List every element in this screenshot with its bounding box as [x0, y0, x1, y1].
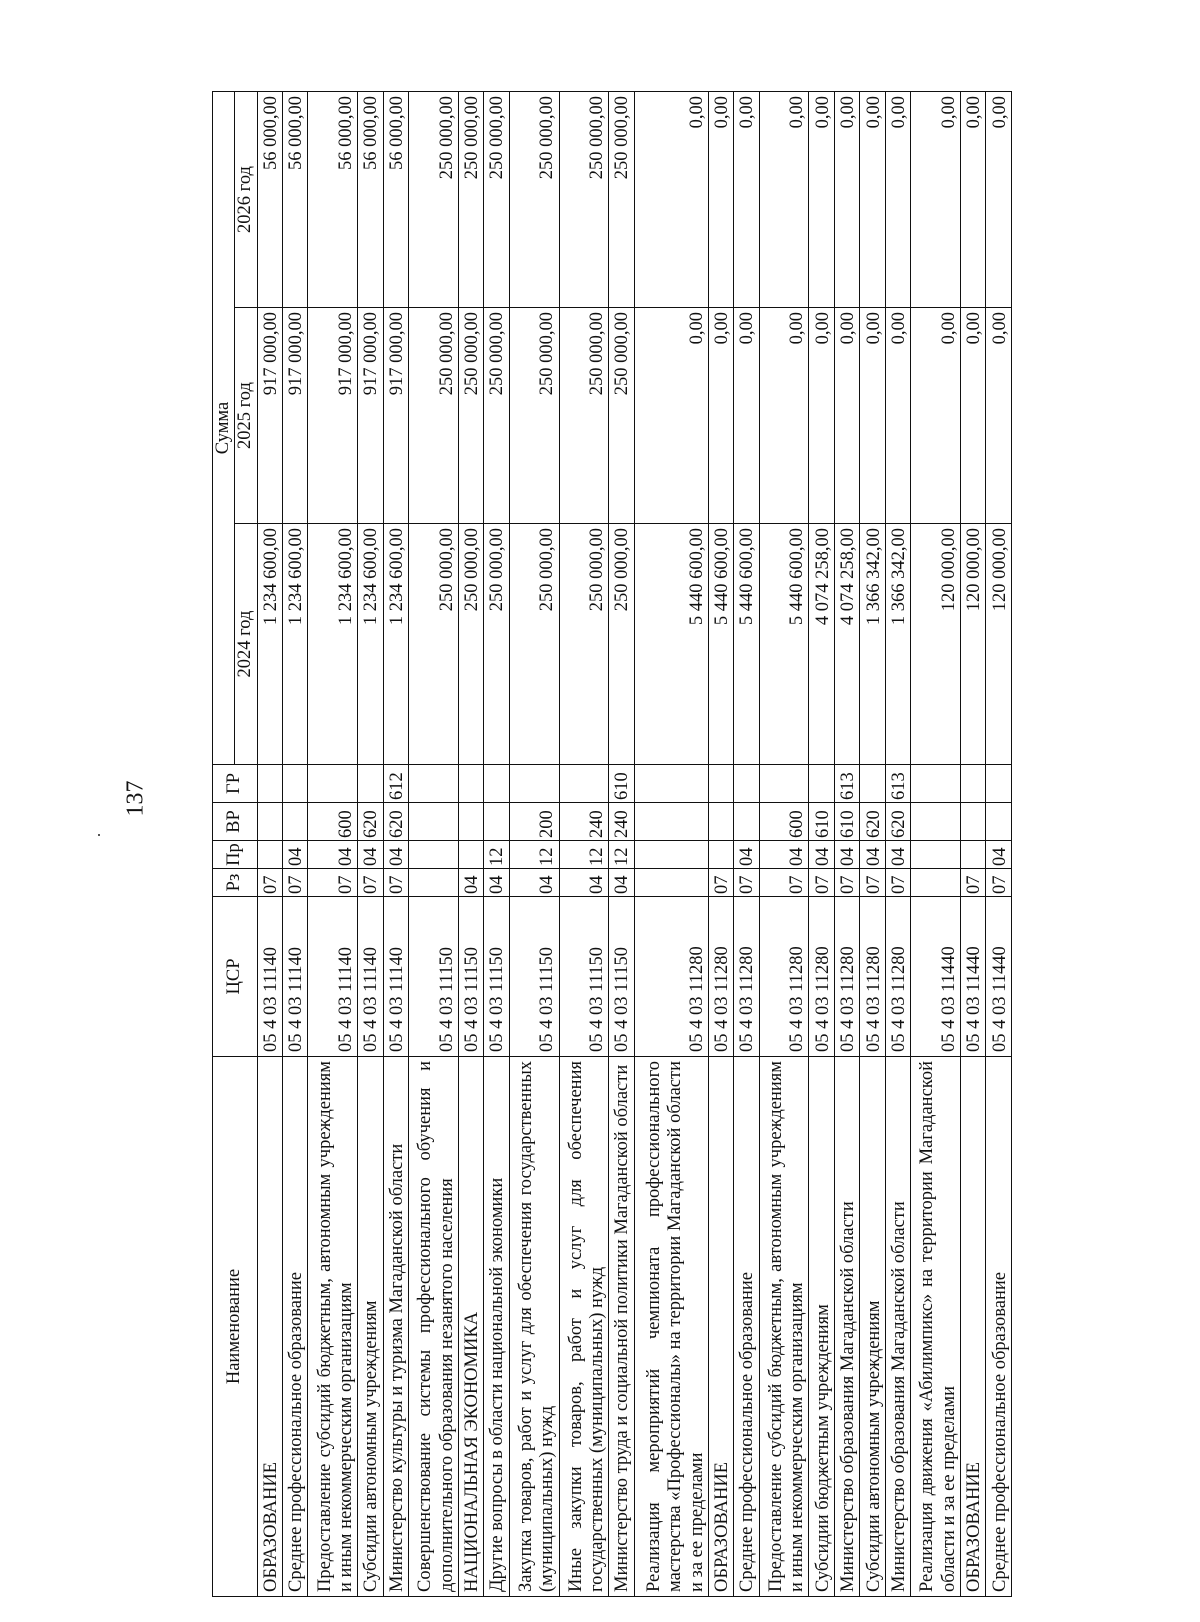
row-amount-2025: 0,00 [885, 308, 910, 524]
row-pr: 04 [986, 841, 1012, 869]
row-amount-2024: 1 234 600,00 [383, 524, 408, 765]
row-name: Предоставление субсидий бюджетным, автономным учреждениям и иным некоммерческим организациям [759, 1057, 809, 1597]
row-amount-2026: 56 000,00 [308, 91, 358, 307]
row-rz: 07 [383, 869, 408, 897]
row-amount-2024: 250 000,00 [484, 524, 509, 765]
row-amount-2024: 1 234 600,00 [358, 524, 383, 765]
row-gr [308, 765, 358, 803]
row-vr [708, 803, 733, 841]
row-gr [358, 765, 383, 803]
row-vr: 610 [834, 803, 859, 841]
table-row [885, 91, 910, 1596]
row-name: НАЦИОНАЛЬНАЯ ЭКОНОМИКА [458, 1057, 483, 1597]
table-row [559, 91, 609, 1596]
row-rz: 07 [708, 869, 733, 897]
row-amount-2025: 917 000,00 [257, 308, 282, 524]
row-vr [458, 803, 483, 841]
row-gr [860, 765, 885, 803]
row-amount-2024: 120 000,00 [911, 524, 961, 765]
table-row [609, 91, 634, 1596]
row-pr: 04 [383, 841, 408, 869]
budget-table [212, 91, 1012, 1597]
row-vr: 600 [308, 803, 358, 841]
row-amount-2025: 0,00 [708, 308, 733, 524]
row-amount-2025: 917 000,00 [282, 308, 307, 524]
row-rz [634, 869, 708, 897]
row-amount-2024: 1 366 342,00 [860, 524, 885, 765]
row-pr: 04 [282, 841, 307, 869]
row-csr: 05 4 03 11150 [458, 897, 483, 1057]
row-pr [634, 841, 708, 869]
row-rz: 04 [458, 869, 483, 897]
header-2024: 2024 год [235, 524, 257, 765]
row-csr: 05 4 03 11280 [860, 897, 885, 1057]
row-gr [759, 765, 809, 803]
row-csr: 05 4 03 11440 [960, 897, 985, 1057]
row-amount-2025: 0,00 [860, 308, 885, 524]
table-row [809, 91, 834, 1596]
row-name: Предоставление субсидий бюджетным, автономным учреждениям и иным некоммерческим организациям [308, 1057, 358, 1597]
table-row [282, 91, 307, 1596]
row-pr: 12 [559, 841, 609, 869]
row-amount-2025: 0,00 [759, 308, 809, 524]
row-vr [960, 803, 985, 841]
row-name: Среднее профессиональное образование [986, 1057, 1012, 1597]
row-csr: 05 4 03 11280 [759, 897, 809, 1057]
row-pr: 04 [809, 841, 834, 869]
row-pr: 12 [484, 841, 509, 869]
row-name: ОБРАЗОВАНИЕ [960, 1057, 985, 1597]
row-name: Субсидии автономным учреждениям [860, 1057, 885, 1597]
row-pr: 04 [834, 841, 859, 869]
row-csr: 05 4 03 11140 [358, 897, 383, 1057]
row-pr: 12 [609, 841, 634, 869]
row-pr [960, 841, 985, 869]
row-amount-2025: 0,00 [734, 308, 759, 524]
row-csr: 05 4 03 11150 [559, 897, 609, 1057]
table-row [257, 91, 282, 1596]
row-amount-2026: 250 000,00 [609, 91, 634, 307]
row-amount-2024: 250 000,00 [458, 524, 483, 765]
row-gr: 610 [609, 765, 634, 803]
row-amount-2025: 917 000,00 [308, 308, 358, 524]
row-amount-2024: 120 000,00 [960, 524, 985, 765]
row-rz: 07 [860, 869, 885, 897]
row-amount-2026: 0,00 [759, 91, 809, 307]
row-gr: 613 [834, 765, 859, 803]
row-name: Реализация мероприятий чемпионата профессионального мастерства «Профессионалы» на территории Магаданской области и за ее пределами [634, 1057, 708, 1597]
row-gr [282, 765, 307, 803]
table-row [409, 91, 459, 1596]
row-csr: 05 4 03 11150 [609, 897, 634, 1057]
row-amount-2025: 250 000,00 [609, 308, 634, 524]
row-amount-2024: 120 000,00 [986, 524, 1012, 765]
row-amount-2025: 917 000,00 [358, 308, 383, 524]
row-gr [809, 765, 834, 803]
row-amount-2026: 0,00 [834, 91, 859, 307]
row-amount-2026: 0,00 [708, 91, 733, 307]
row-rz: 07 [358, 869, 383, 897]
row-vr [734, 803, 759, 841]
row-amount-2026: 0,00 [986, 91, 1012, 307]
row-amount-2025: 0,00 [986, 308, 1012, 524]
row-gr [509, 765, 559, 803]
table-row [759, 91, 809, 1596]
row-name: Министерство культуры и туризма Магаданской области [383, 1057, 408, 1597]
row-gr [708, 765, 733, 803]
table-row [834, 91, 859, 1596]
table-row [986, 91, 1012, 1596]
row-amount-2026: 56 000,00 [257, 91, 282, 307]
rotated-table-wrapper [212, 92, 1012, 1597]
row-csr: 05 4 03 11140 [257, 897, 282, 1057]
row-amount-2025: 250 000,00 [509, 308, 559, 524]
row-amount-2025: 250 000,00 [409, 308, 459, 524]
row-csr: 05 4 03 11140 [282, 897, 307, 1057]
row-gr [484, 765, 509, 803]
row-name: Министерство труда и социальной политики Магаданской области [609, 1057, 634, 1597]
header-csr: ЦСР [213, 897, 258, 1057]
row-rz: 07 [809, 869, 834, 897]
table-row [358, 91, 383, 1596]
row-csr: 05 4 03 11280 [834, 897, 859, 1057]
row-csr: 05 4 03 11280 [885, 897, 910, 1057]
row-csr: 05 4 03 11280 [809, 897, 834, 1057]
row-name: Среднее профессиональное образование [282, 1057, 307, 1597]
row-name: Совершенствование системы профессионального обучения и дополнительного образования незанятого населения [409, 1057, 459, 1597]
header-sum: Сумма [213, 91, 235, 764]
table-row [960, 91, 985, 1596]
row-name: ОБРАЗОВАНИЕ [257, 1057, 282, 1597]
row-vr: 240 [559, 803, 609, 841]
table-row [911, 91, 961, 1596]
row-csr: 05 4 03 11440 [911, 897, 961, 1057]
row-vr: 200 [509, 803, 559, 841]
row-pr: 04 [860, 841, 885, 869]
row-amount-2026: 250 000,00 [458, 91, 483, 307]
row-rz [409, 869, 459, 897]
row-amount-2024: 4 074 258,00 [809, 524, 834, 765]
row-vr: 620 [383, 803, 408, 841]
row-vr: 610 [809, 803, 834, 841]
table-row [484, 91, 509, 1596]
row-gr [986, 765, 1012, 803]
row-rz [911, 869, 961, 897]
row-vr [634, 803, 708, 841]
header-2025: 2025 год [235, 308, 257, 524]
row-amount-2026: 0,00 [911, 91, 961, 307]
row-amount-2024: 250 000,00 [509, 524, 559, 765]
header-name: Наименование [213, 1057, 258, 1597]
row-pr [708, 841, 733, 869]
row-name: Министерство образования Магаданской области [885, 1057, 910, 1597]
row-csr: 05 4 03 11280 [708, 897, 733, 1057]
row-rz: 07 [759, 869, 809, 897]
row-amount-2026: 56 000,00 [383, 91, 408, 307]
header-2026: 2026 год [235, 91, 257, 307]
row-name: Субсидии бюджетным учреждениям [809, 1057, 834, 1597]
row-rz: 07 [308, 869, 358, 897]
row-vr [986, 803, 1012, 841]
row-vr: 620 [358, 803, 383, 841]
row-gr [559, 765, 609, 803]
row-pr [409, 841, 459, 869]
row-amount-2026: 0,00 [809, 91, 834, 307]
row-gr [257, 765, 282, 803]
row-pr: 04 [308, 841, 358, 869]
row-gr [960, 765, 985, 803]
table-body [257, 91, 1011, 1596]
row-amount-2024: 1 366 342,00 [885, 524, 910, 765]
row-vr [282, 803, 307, 841]
scan-speck [98, 834, 100, 836]
row-csr: 05 4 03 11280 [634, 897, 708, 1057]
row-amount-2024: 250 000,00 [559, 524, 609, 765]
row-gr [458, 765, 483, 803]
row-csr: 05 4 03 11280 [734, 897, 759, 1057]
row-csr: 05 4 03 11140 [308, 897, 358, 1057]
row-amount-2025: 0,00 [834, 308, 859, 524]
row-rz: 04 [509, 869, 559, 897]
row-vr: 620 [860, 803, 885, 841]
row-amount-2025: 250 000,00 [484, 308, 509, 524]
row-amount-2026: 250 000,00 [484, 91, 509, 307]
table-row [860, 91, 885, 1596]
row-csr: 05 4 03 11150 [509, 897, 559, 1057]
row-amount-2026: 0,00 [734, 91, 759, 307]
table-row [708, 91, 733, 1596]
row-vr [257, 803, 282, 841]
row-rz: 07 [257, 869, 282, 897]
row-vr [911, 803, 961, 841]
row-name: Среднее профессиональное образование [734, 1057, 759, 1597]
row-amount-2025: 0,00 [809, 308, 834, 524]
row-amount-2024: 250 000,00 [609, 524, 634, 765]
row-amount-2026: 250 000,00 [409, 91, 459, 307]
row-pr: 04 [885, 841, 910, 869]
table-row [308, 91, 358, 1596]
row-csr: 05 4 03 11140 [383, 897, 408, 1057]
row-rz: 07 [960, 869, 985, 897]
row-gr [409, 765, 459, 803]
row-amount-2024: 4 074 258,00 [834, 524, 859, 765]
row-name: Министерство образования Магаданской области [834, 1057, 859, 1597]
row-name: Субсидии автономным учреждениям [358, 1057, 383, 1597]
row-pr: 12 [509, 841, 559, 869]
row-name: Другие вопросы в области национальной экономики [484, 1057, 509, 1597]
table-row [634, 91, 708, 1596]
header-gr: ГР [213, 765, 258, 803]
row-gr: 613 [885, 765, 910, 803]
row-csr: 05 4 03 11440 [986, 897, 1012, 1057]
table-row [458, 91, 483, 1596]
row-rz: 07 [885, 869, 910, 897]
row-rz: 07 [282, 869, 307, 897]
row-pr: 04 [759, 841, 809, 869]
row-amount-2025: 0,00 [960, 308, 985, 524]
row-amount-2024: 5 440 600,00 [634, 524, 708, 765]
table-row [383, 91, 408, 1596]
row-name: Иные закупки товаров, работ и услуг для обеспечения государственных (муниципальных) нужд [559, 1057, 609, 1597]
header-vr: ВР [213, 803, 258, 841]
row-amount-2024: 1 234 600,00 [308, 524, 358, 765]
row-pr [257, 841, 282, 869]
row-amount-2024: 5 440 600,00 [708, 524, 733, 765]
row-name: ОБРАЗОВАНИЕ [708, 1057, 733, 1597]
row-gr: 612 [383, 765, 408, 803]
row-amount-2024: 5 440 600,00 [759, 524, 809, 765]
row-name: Закупка товаров, работ и услуг для обеспечения государственных (муниципальных) нужд [509, 1057, 559, 1597]
row-rz: 07 [986, 869, 1012, 897]
row-amount-2024: 1 234 600,00 [257, 524, 282, 765]
row-amount-2025: 917 000,00 [383, 308, 408, 524]
row-vr: 240 [609, 803, 634, 841]
row-amount-2025: 250 000,00 [458, 308, 483, 524]
row-amount-2024: 250 000,00 [409, 524, 459, 765]
row-name: Реализация движения «Абилимпикс» на территории Магаданской области и за ее пределами [911, 1057, 961, 1597]
row-vr: 600 [759, 803, 809, 841]
row-gr [911, 765, 961, 803]
header-rz: Рз [213, 869, 258, 897]
table-row [734, 91, 759, 1596]
row-amount-2026: 0,00 [885, 91, 910, 307]
row-rz: 04 [609, 869, 634, 897]
row-vr [484, 803, 509, 841]
row-rz: 04 [559, 869, 609, 897]
row-csr: 05 4 03 11150 [484, 897, 509, 1057]
table-row [509, 91, 559, 1596]
row-pr: 04 [734, 841, 759, 869]
row-amount-2026: 0,00 [634, 91, 708, 307]
row-rz: 04 [484, 869, 509, 897]
row-amount-2025: 0,00 [634, 308, 708, 524]
row-rz: 07 [834, 869, 859, 897]
row-pr: 04 [358, 841, 383, 869]
row-vr [409, 803, 459, 841]
row-amount-2026: 56 000,00 [358, 91, 383, 307]
header-pr: Пр [213, 841, 258, 869]
row-amount-2026: 250 000,00 [509, 91, 559, 307]
row-amount-2024: 5 440 600,00 [734, 524, 759, 765]
row-pr [458, 841, 483, 869]
row-amount-2026: 0,00 [860, 91, 885, 307]
row-amount-2025: 250 000,00 [559, 308, 609, 524]
row-gr [634, 765, 708, 803]
row-amount-2025: 0,00 [911, 308, 961, 524]
page-number: 137 [122, 780, 149, 817]
row-pr [911, 841, 961, 869]
row-amount-2026: 0,00 [960, 91, 985, 307]
row-amount-2024: 1 234 600,00 [282, 524, 307, 765]
row-vr: 620 [885, 803, 910, 841]
row-csr: 05 4 03 11150 [409, 897, 459, 1057]
row-amount-2026: 250 000,00 [559, 91, 609, 307]
row-amount-2026: 56 000,00 [282, 91, 307, 307]
row-gr [734, 765, 759, 803]
row-rz: 07 [734, 869, 759, 897]
